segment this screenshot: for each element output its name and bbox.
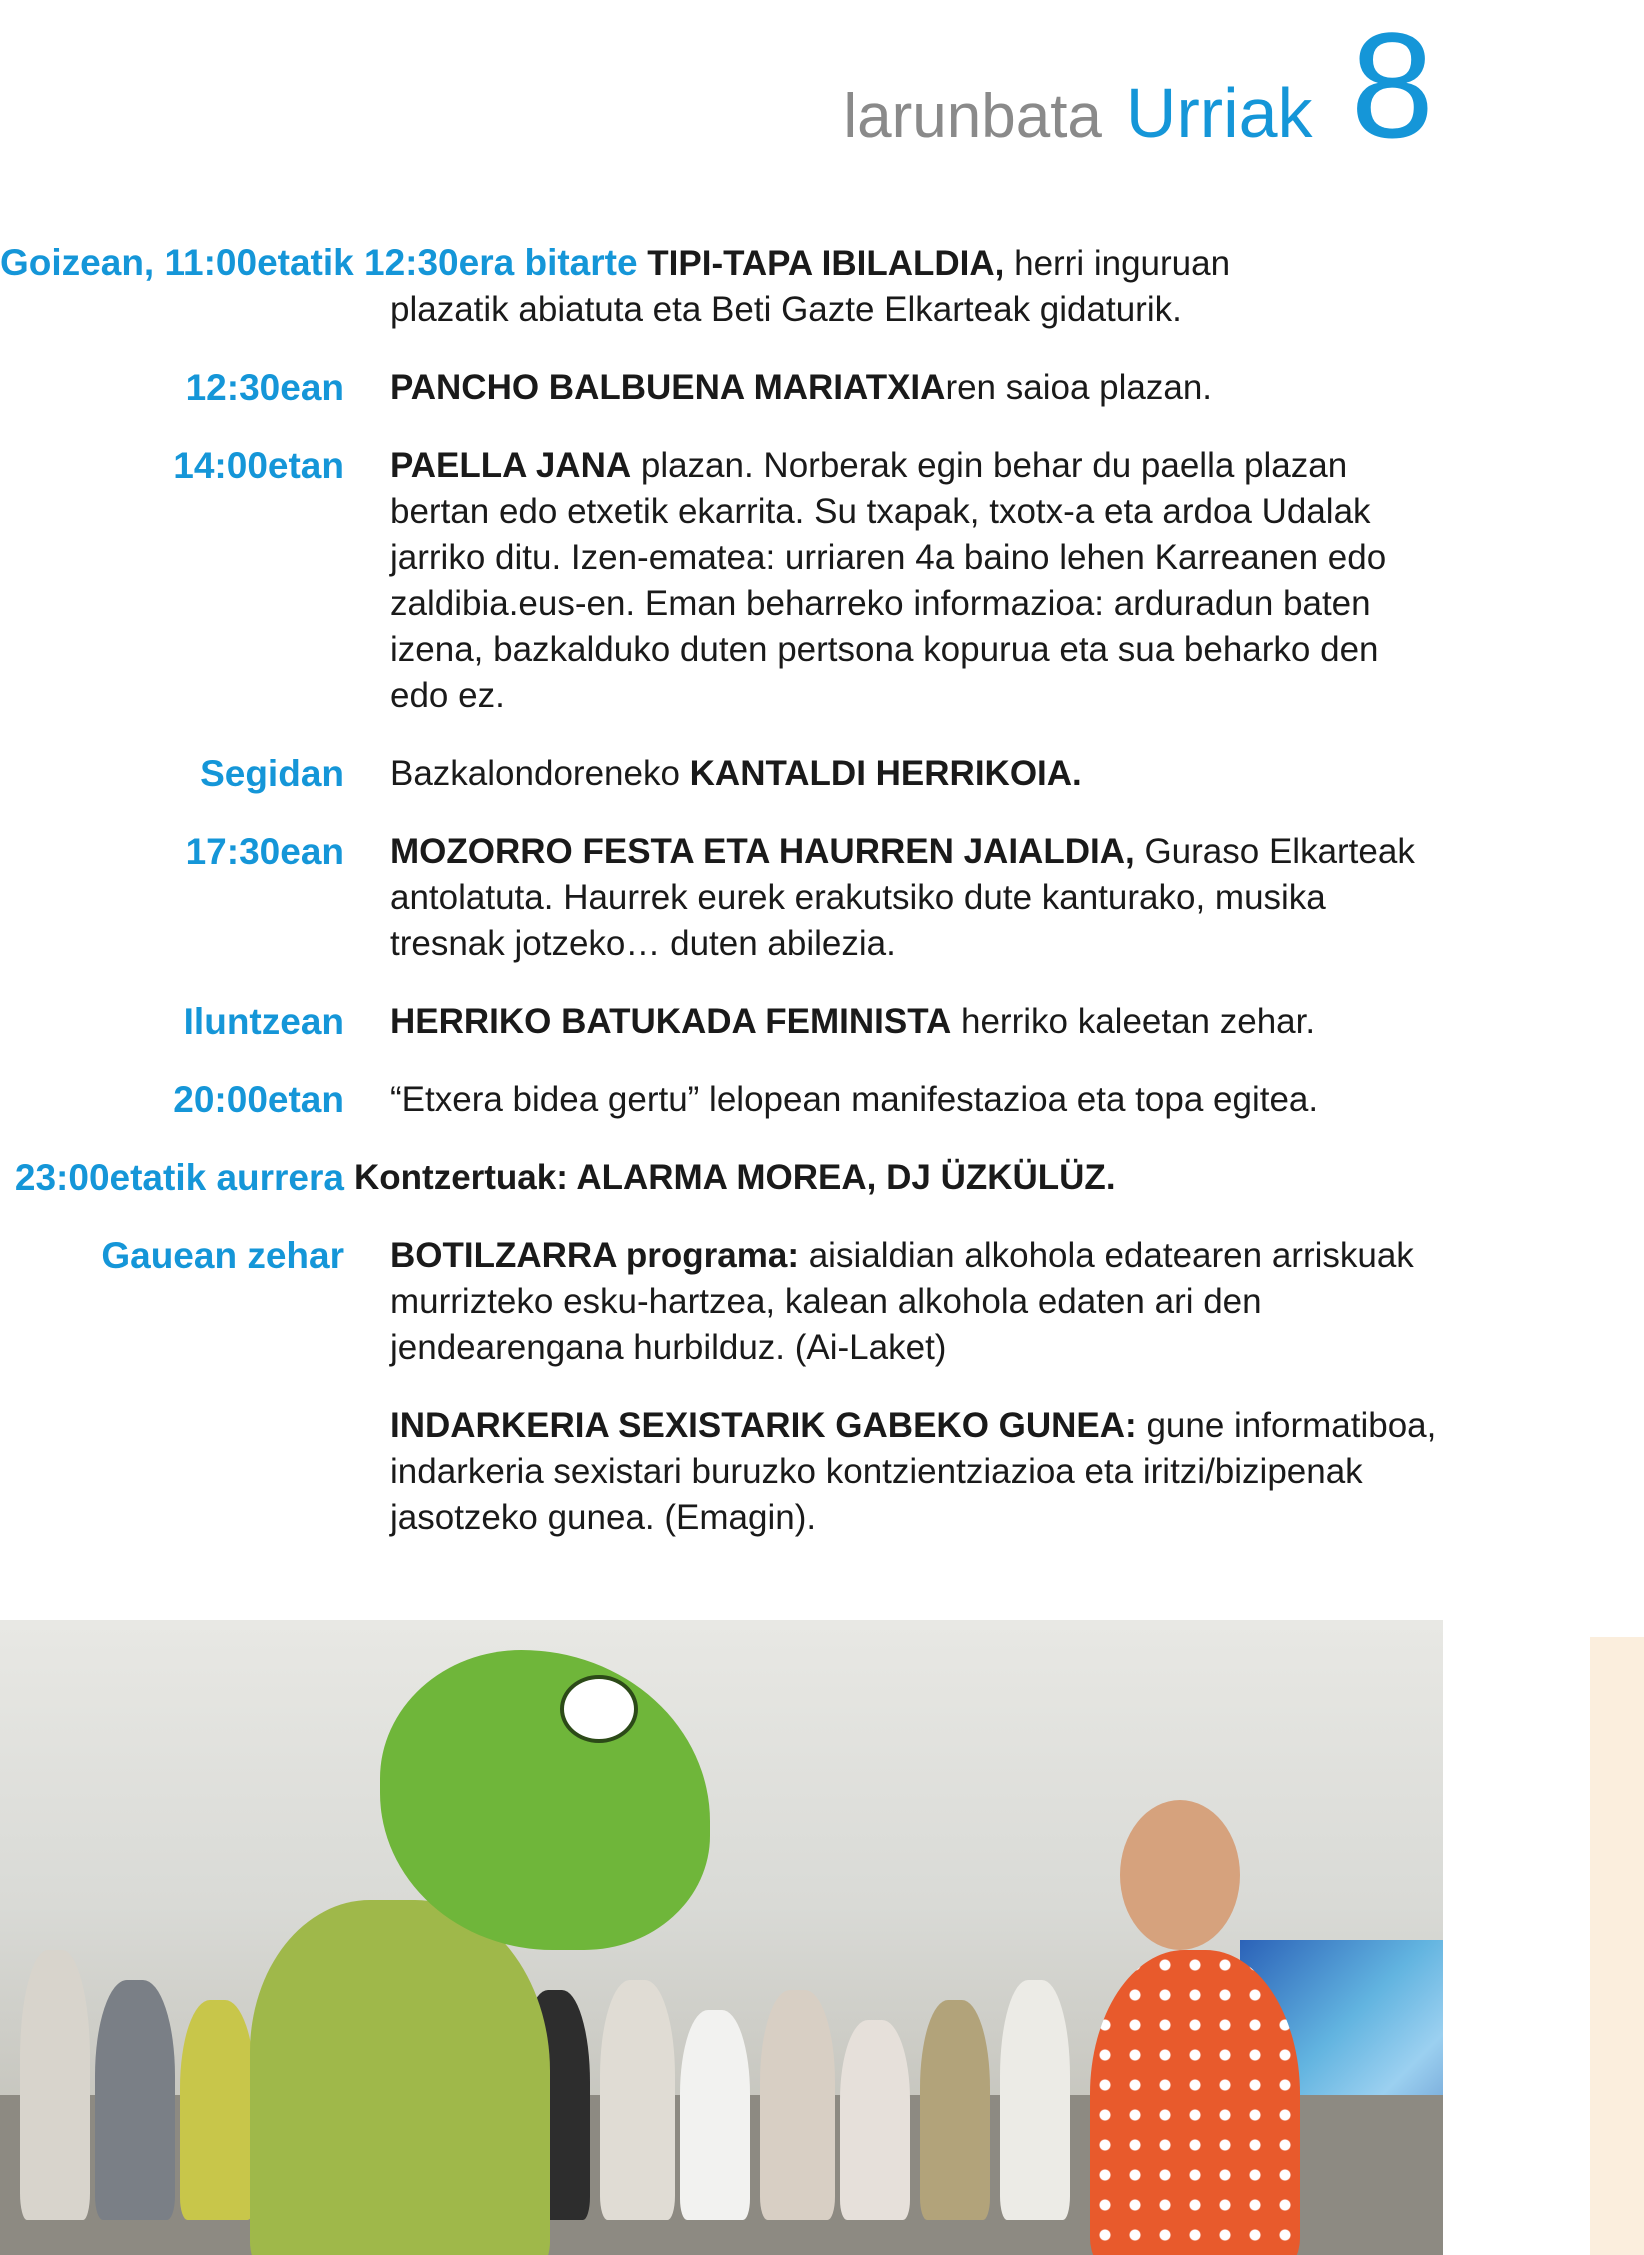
schedule-title: HERRIKO BATUKADA FEMINISTA — [390, 1002, 952, 1041]
schedule-item — [0, 365, 1450, 411]
schedule-time: 12:30ean — [185, 367, 344, 408]
child — [20, 1950, 90, 2220]
side-strip — [1590, 1637, 1644, 2255]
children-crowd — [0, 1920, 1250, 2220]
schedule-item — [0, 1155, 1450, 1201]
page-header — [843, 1, 1434, 169]
performer-head — [1120, 1800, 1240, 1950]
schedule-title: INDARKERIA SEXISTARIK GABEKO GUNEA: — [390, 1406, 1137, 1445]
schedule-text: ren saioa plazan. — [945, 368, 1213, 407]
child — [760, 1990, 835, 2220]
schedule-text: herriko kaleetan zehar. — [951, 1002, 1316, 1041]
schedule-title: MOZORRO FESTA ETA HAURREN JAIALDIA, — [390, 832, 1135, 871]
schedule-body — [390, 1403, 1440, 1541]
schedule-body — [390, 1077, 1440, 1123]
schedule-text: Bazkalondoreneko — [390, 754, 690, 793]
event-photo — [0, 1620, 1443, 2255]
schedule-body — [390, 829, 1440, 967]
schedule-text-cont: plazatik abiatuta eta Beti Gazte Elkarteak gidaturik. — [390, 290, 1182, 329]
schedule-time: 23:00etatik aurrera — [14, 1157, 344, 1198]
schedule-body — [390, 1233, 1440, 1371]
schedule-time: 20:00etan — [173, 1079, 344, 1120]
child — [180, 2000, 255, 2220]
child — [840, 2020, 910, 2220]
schedule-time: 17:30ean — [185, 831, 344, 872]
schedule-text: herri inguruan — [1004, 244, 1231, 283]
schedule-title: TIPI-TAPA IBILALDIA, — [647, 244, 1005, 283]
schedule-time: Gauean zehar — [101, 1235, 344, 1276]
dragon-eye — [560, 1675, 638, 1743]
schedule-title: KANTALDI HERRIKOIA. — [689, 754, 1082, 793]
child — [680, 2010, 750, 2220]
schedule-item — [0, 751, 1450, 797]
schedule-item — [0, 1077, 1450, 1123]
schedule — [0, 240, 1450, 1573]
child — [600, 1980, 675, 2220]
schedule-title: BOTILZARRA programa: — [390, 1236, 799, 1275]
schedule-item — [0, 240, 1450, 333]
schedule-body — [390, 365, 1440, 411]
child — [1000, 1980, 1070, 2220]
schedule-title: PAELLA JANA — [390, 446, 632, 485]
schedule-body — [390, 443, 1440, 719]
schedule-body — [390, 999, 1440, 1045]
schedule-time: Segidan — [200, 753, 344, 794]
schedule-item — [0, 999, 1450, 1045]
performer-dress — [1090, 1950, 1300, 2255]
schedule-item — [0, 443, 1450, 719]
dragon-costume-body — [250, 1900, 550, 2255]
schedule-text: Guraso Elkarteak antolatuta. Haurrek eurek erakutsiko dute kanturako, musika tresnak jotzeko… duten abilezia. — [390, 832, 1415, 963]
schedule-item — [0, 1233, 1450, 1371]
schedule-time: Goizean, 11:00etatik 12:30era bitarte — [0, 242, 638, 283]
child — [920, 2000, 990, 2220]
schedule-item — [0, 1403, 1450, 1541]
schedule-text: “Etxera bidea gertu” lelopean manifestazioa eta topa egitea. — [390, 1080, 1319, 1119]
schedule-text: plazan. Norberak egin behar du paella plazan bertan edo etxetik ekarrita. Su txapak, txotx-a eta ardoa Udalak jarriko ditu. Izen-ematea: urriaren 4a baino lehen Karreanen edo zaldibia.eus-en. Eman beharreko informazioa: arduradun baten izena, bazkalduko duten pertsona kopurua eta sua beharko den edo ez. — [390, 446, 1387, 715]
schedule-body — [354, 1155, 1404, 1201]
header-day-number: 8 — [1350, 1, 1434, 169]
schedule-text: aisialdian alkohola edatearen arriskuak murrizteko esku-hartzea, kalean alkohola edaten ari den jendearengana hurbilduz. (Ai-Laket) — [390, 1236, 1414, 1367]
schedule-time: 14:00etan — [173, 445, 344, 486]
schedule-title: PANCHO BALBUENA MARIATXIA — [390, 368, 946, 407]
schedule-item — [0, 829, 1450, 967]
child — [95, 1980, 175, 2220]
schedule-body — [390, 751, 1440, 797]
header-day: larunbata — [843, 82, 1102, 151]
schedule-time — [0, 1403, 344, 1541]
header-month: Urriak — [1125, 74, 1313, 152]
schedule-text: gune informatiboa, indarkeria sexistari buruzko kontzientziazioa eta iritzi/bizipenak jasotzeko gunea. (Emagin). — [390, 1406, 1437, 1537]
schedule-time: Iluntzean — [183, 1001, 344, 1042]
schedule-title: Kontzertuak: ALARMA MOREA, DJ ÜZKÜLÜZ. — [354, 1158, 1116, 1197]
